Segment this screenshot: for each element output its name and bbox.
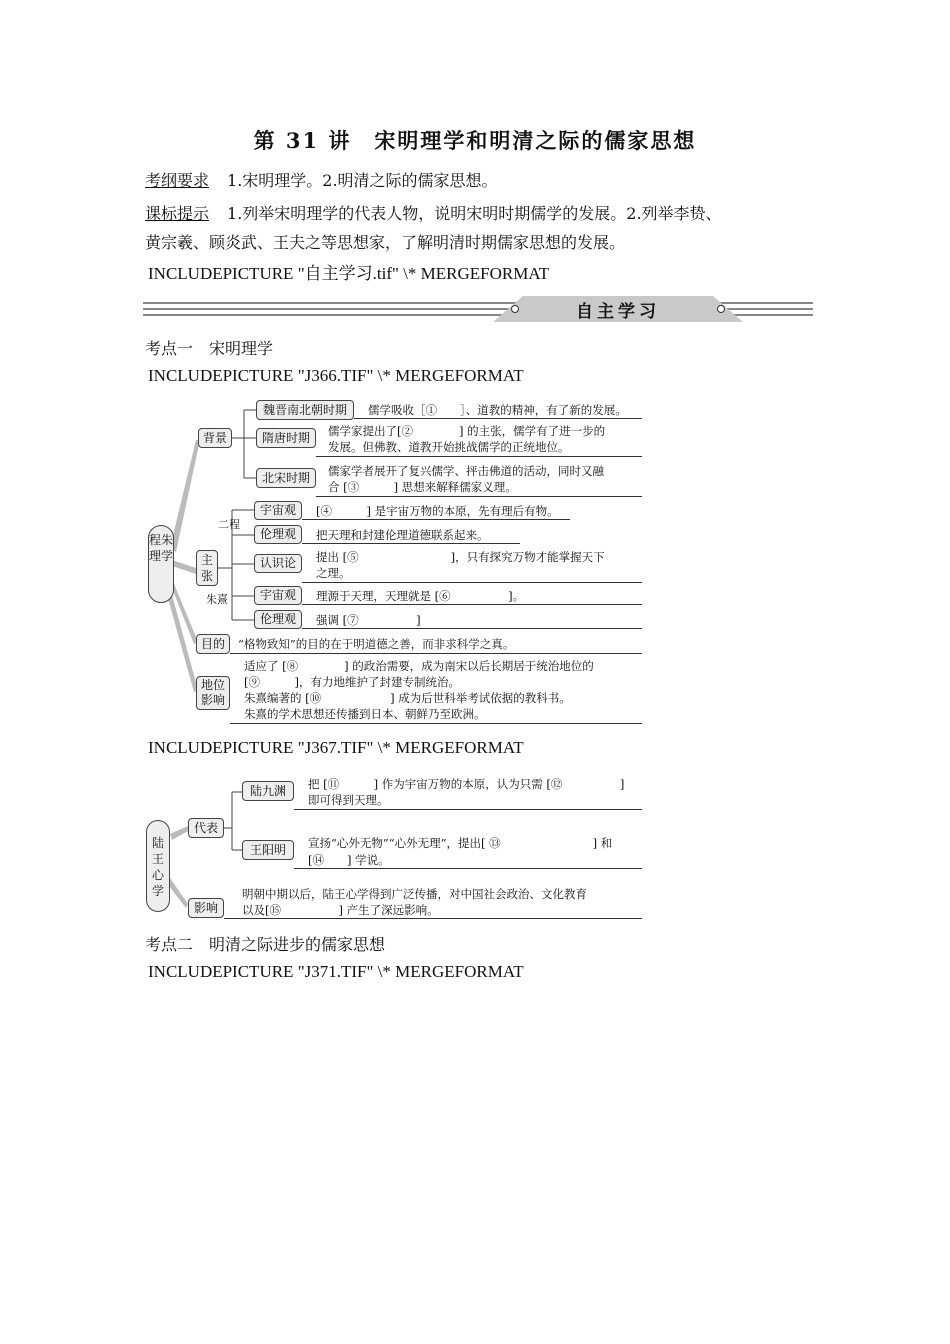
text-renshi-2: 之理。 <box>316 566 351 580</box>
banner-title: 自主学习 <box>576 302 660 322</box>
text-period-beisong-1: 儒家学者展开了复兴儒学、抨击佛道的活动，同时又融 <box>328 464 604 478</box>
kaodian-2-heading: 考点二 明清之际进步的儒家思想 <box>145 935 386 954</box>
label-ercheng: 二程 <box>218 518 240 531</box>
text-period-suitang-2: 发展。但佛教、道教开始挑战儒学的正统地位。 <box>328 440 570 454</box>
text-diwei-3: 朱熹编著的 [⑩ ] 成为后世科举考试依据的教科书。 <box>244 691 571 705</box>
kebiao-label: 课标提示 <box>145 204 210 223</box>
node-yuzhou-ercheng: 宇宙观 <box>254 501 302 520</box>
node-lunli-zhuxi: 伦理观 <box>254 610 302 629</box>
field-code-j366: INCLUDEPICTURE "J366.TIF" \* MERGEFORMAT <box>148 366 524 385</box>
kaogang-label: 考纲要求 <box>145 171 210 190</box>
field-code-zizhu: INCLUDEPICTURE "自主学习.tif" \* MERGEFORMAT <box>148 264 550 283</box>
text-lunli-ercheng: 把天理和封建伦理道德联系起来。 <box>316 528 489 542</box>
text-period-beisong-2: 合 [③ ] 思想来解释儒家义理。 <box>328 480 517 494</box>
field-code-j367: INCLUDEPICTURE "J367.TIF" \* MERGEFORMAT <box>148 738 524 757</box>
kebiao-text-2: 黄宗羲、顾炎武、王夫之等思想家，了解明清时期儒家思想的发展。 <box>145 233 626 252</box>
text-yingxiang-1: 明朝中期以后，陆王心学得到广泛传播，对中国社会政治、文化教育 <box>242 887 587 901</box>
page-title: 第 31 讲 宋明理学和明清之际的儒家思想 <box>253 128 697 153</box>
text-diwei-2: [⑨ ]，有力地维护了封建专制统治。 <box>244 675 460 689</box>
node-lujiuyuan: 陆九渊 <box>242 781 294 801</box>
node-mudi: 目的 <box>196 634 230 654</box>
node-yuzhou-zhuxi: 宇宙观 <box>254 586 302 605</box>
text-mudi: “格物致知”的目的在于明道德之善，而非求科学之真。 <box>238 637 515 651</box>
text-diwei-4: 朱熹的学术思想还传播到日本、朝鲜乃至欧洲。 <box>244 707 486 721</box>
node-chengzhu-root: 程朱理学 <box>148 525 174 603</box>
text-wangyangming-2: [⑭ ] 学说。 <box>308 853 390 867</box>
kaodian-1-heading: 考点一 宋明理学 <box>145 339 274 358</box>
text-diwei-1: 适应了 [⑧ ] 的政治需要，成为南宋以后长期居于统治地位的 <box>244 659 594 673</box>
field-code-j371: INCLUDEPICTURE "J371.TIF" \* MERGEFORMAT <box>148 962 524 981</box>
kebiao-text-1: 1.列举宋明理学的代表人物，说明宋明时期儒学的发展。2.列举李贽、 <box>227 204 722 223</box>
node-period-beisong: 北宋时期 <box>256 468 316 488</box>
text-renshi-1: 提出 [⑤ ]，只有探究万物才能掌握天下 <box>316 550 605 564</box>
text-lujiuyuan-2: 即可得到天理。 <box>308 793 389 807</box>
node-lunli-ercheng: 伦理观 <box>254 525 302 544</box>
node-renshi: 认识论 <box>254 554 302 573</box>
text-wangyangming-1: 宣扬“心外无物”“心外无理”，提出[ ⑬ ] 和 <box>308 836 613 850</box>
node-luwang-root: 陆王心学 <box>146 820 170 912</box>
label-zhuxi: 朱熹 <box>206 593 228 606</box>
node-period-weijin: 魏晋南北朝时期 <box>256 400 354 420</box>
text-yuzhou-ercheng: [④ ] 是宇宙万物的本原，先有理后有物。 <box>316 504 559 518</box>
text-yingxiang-2: 以及[⑮ ] 产生了深远影响。 <box>242 903 439 917</box>
text-period-weijin: 儒学吸收［① ］、道教的精神，有了新的发展。 <box>368 403 627 417</box>
node-period-suitang: 隋唐时期 <box>256 428 316 448</box>
text-period-suitang-1: 儒学家提出了[② ] 的主张，儒学有了进一步的 <box>328 424 606 438</box>
node-zhuzhang: 主张 <box>196 550 218 586</box>
node-wangyangming: 王阳明 <box>242 840 294 860</box>
text-yuzhou-zhuxi: 理源于天理，天理就是 [⑥ ]。 <box>316 589 525 603</box>
node-beijing: 背景 <box>198 428 232 448</box>
node-yingxiang: 影响 <box>188 898 224 918</box>
text-lujiuyuan-1: 把 [⑪ ] 作为宇宙万物的本原，认为只需 [⑫ ] <box>308 777 625 791</box>
text-lunli-zhuxi: 强调 [⑦ ] <box>316 613 421 627</box>
kaogang-text: 1.宋明理学。2.明清之际的儒家思想。 <box>227 171 498 190</box>
node-diwei: 地位影响 <box>196 676 230 710</box>
node-daibiao: 代表 <box>188 818 224 838</box>
